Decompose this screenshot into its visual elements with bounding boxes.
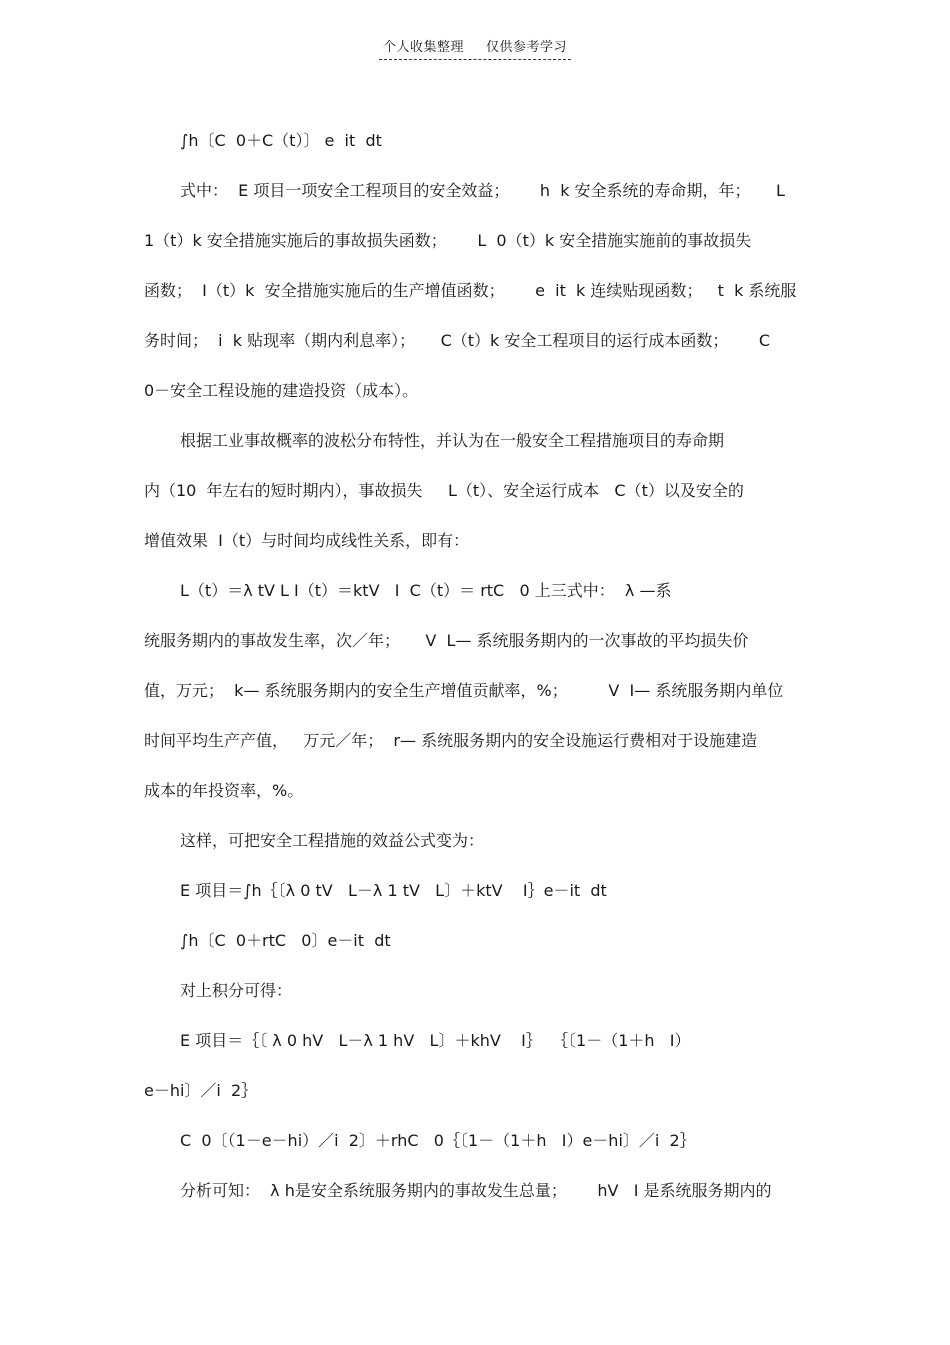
formula-line: E 项目＝∫h｛〔λ 0 tV L－λ 1 tV L〕＋ktV I｝e－it dt <box>180 881 607 900</box>
text-line: 内（10 年左右的短时期内），事故损失 L（t）、安全运行成本 C（t）以及安全的 <box>144 481 744 500</box>
formula-line: ∫h〔C 0＋rtC 0〕e－it dt <box>180 931 391 950</box>
text-line: 务时间； i k 贴现率（期内利息率）； C（t）k 安全工程项目的运行成本函数； C <box>144 331 771 350</box>
formula-line: C 0〔（1－e－hi）／i 2〕＋rhC 0｛〔1－（1＋h I）e－hi〕／i 2｝ <box>180 1131 696 1150</box>
text-line: 1（t）k 安全措施实施后的事故损失函数； L 0（t）k 安全措施实施前的事故损失 <box>144 231 752 250</box>
document-body <box>144 125 814 1225</box>
formula-line: ∫h〔C 0＋C（t）〕 e it dt <box>180 131 382 150</box>
header-right-text: 仅供参考学习 <box>486 40 568 55</box>
text-line: 增值效果 I（t）与时间均成线性关系，即有： <box>144 531 470 550</box>
text-line: 0－安全工程设施的建造投资（成本）。 <box>144 381 419 400</box>
text-line: 成本的年投资率，%。 <box>144 781 304 800</box>
text-line: 对上积分可得： <box>180 981 293 1000</box>
text-line: 分析可知： λ h是安全系统服务期内的事故发生总量； hV I 是系统服务期内的 <box>180 1181 772 1200</box>
text-line: 函数； I（t）k 安全措施实施后的生产增值函数； e it k 连续贴现函数； t k 系统服 <box>144 281 797 300</box>
page-header-text <box>379 40 571 60</box>
text-line: 统服务期内的事故发生率，次／年； V L— 系统服务期内的一次事故的平均损失价 <box>144 631 749 650</box>
text-line: 式中： E 项目一项安全工程项目的安全效益； h k 安全系统的寿命期，年； L <box>180 181 785 200</box>
header-left-text: 个人收集整理 <box>382 40 464 55</box>
formula-line: e－hi〕／i 2｝ <box>144 1081 258 1100</box>
page-header <box>0 40 950 60</box>
formula-line: L（t）＝λ tV L I（t）＝ktV I C（t）＝ rtC 0 上三式中： λ —系 <box>180 581 672 600</box>
formula-line: E 项目＝｛〔 λ 0 hV L－λ 1 hV L〕＋khV I｝ ｛〔1－（1＋h I） <box>180 1031 691 1050</box>
text-line: 根据工业事故概率的波松分布特性，并认为在一般安全工程措施项目的寿命期 <box>180 431 725 450</box>
text-line: 这样，可把安全工程措施的效益公式变为： <box>180 831 485 850</box>
text-line: 值，万元； k— 系统服务期内的安全生产增值贡献率，%； V I— 系统服务期内单位 <box>144 681 784 700</box>
text-line: 时间平均生产产值， 万元／年； r— 系统服务期内的安全设施运行费相对于设施建造 <box>144 731 758 750</box>
